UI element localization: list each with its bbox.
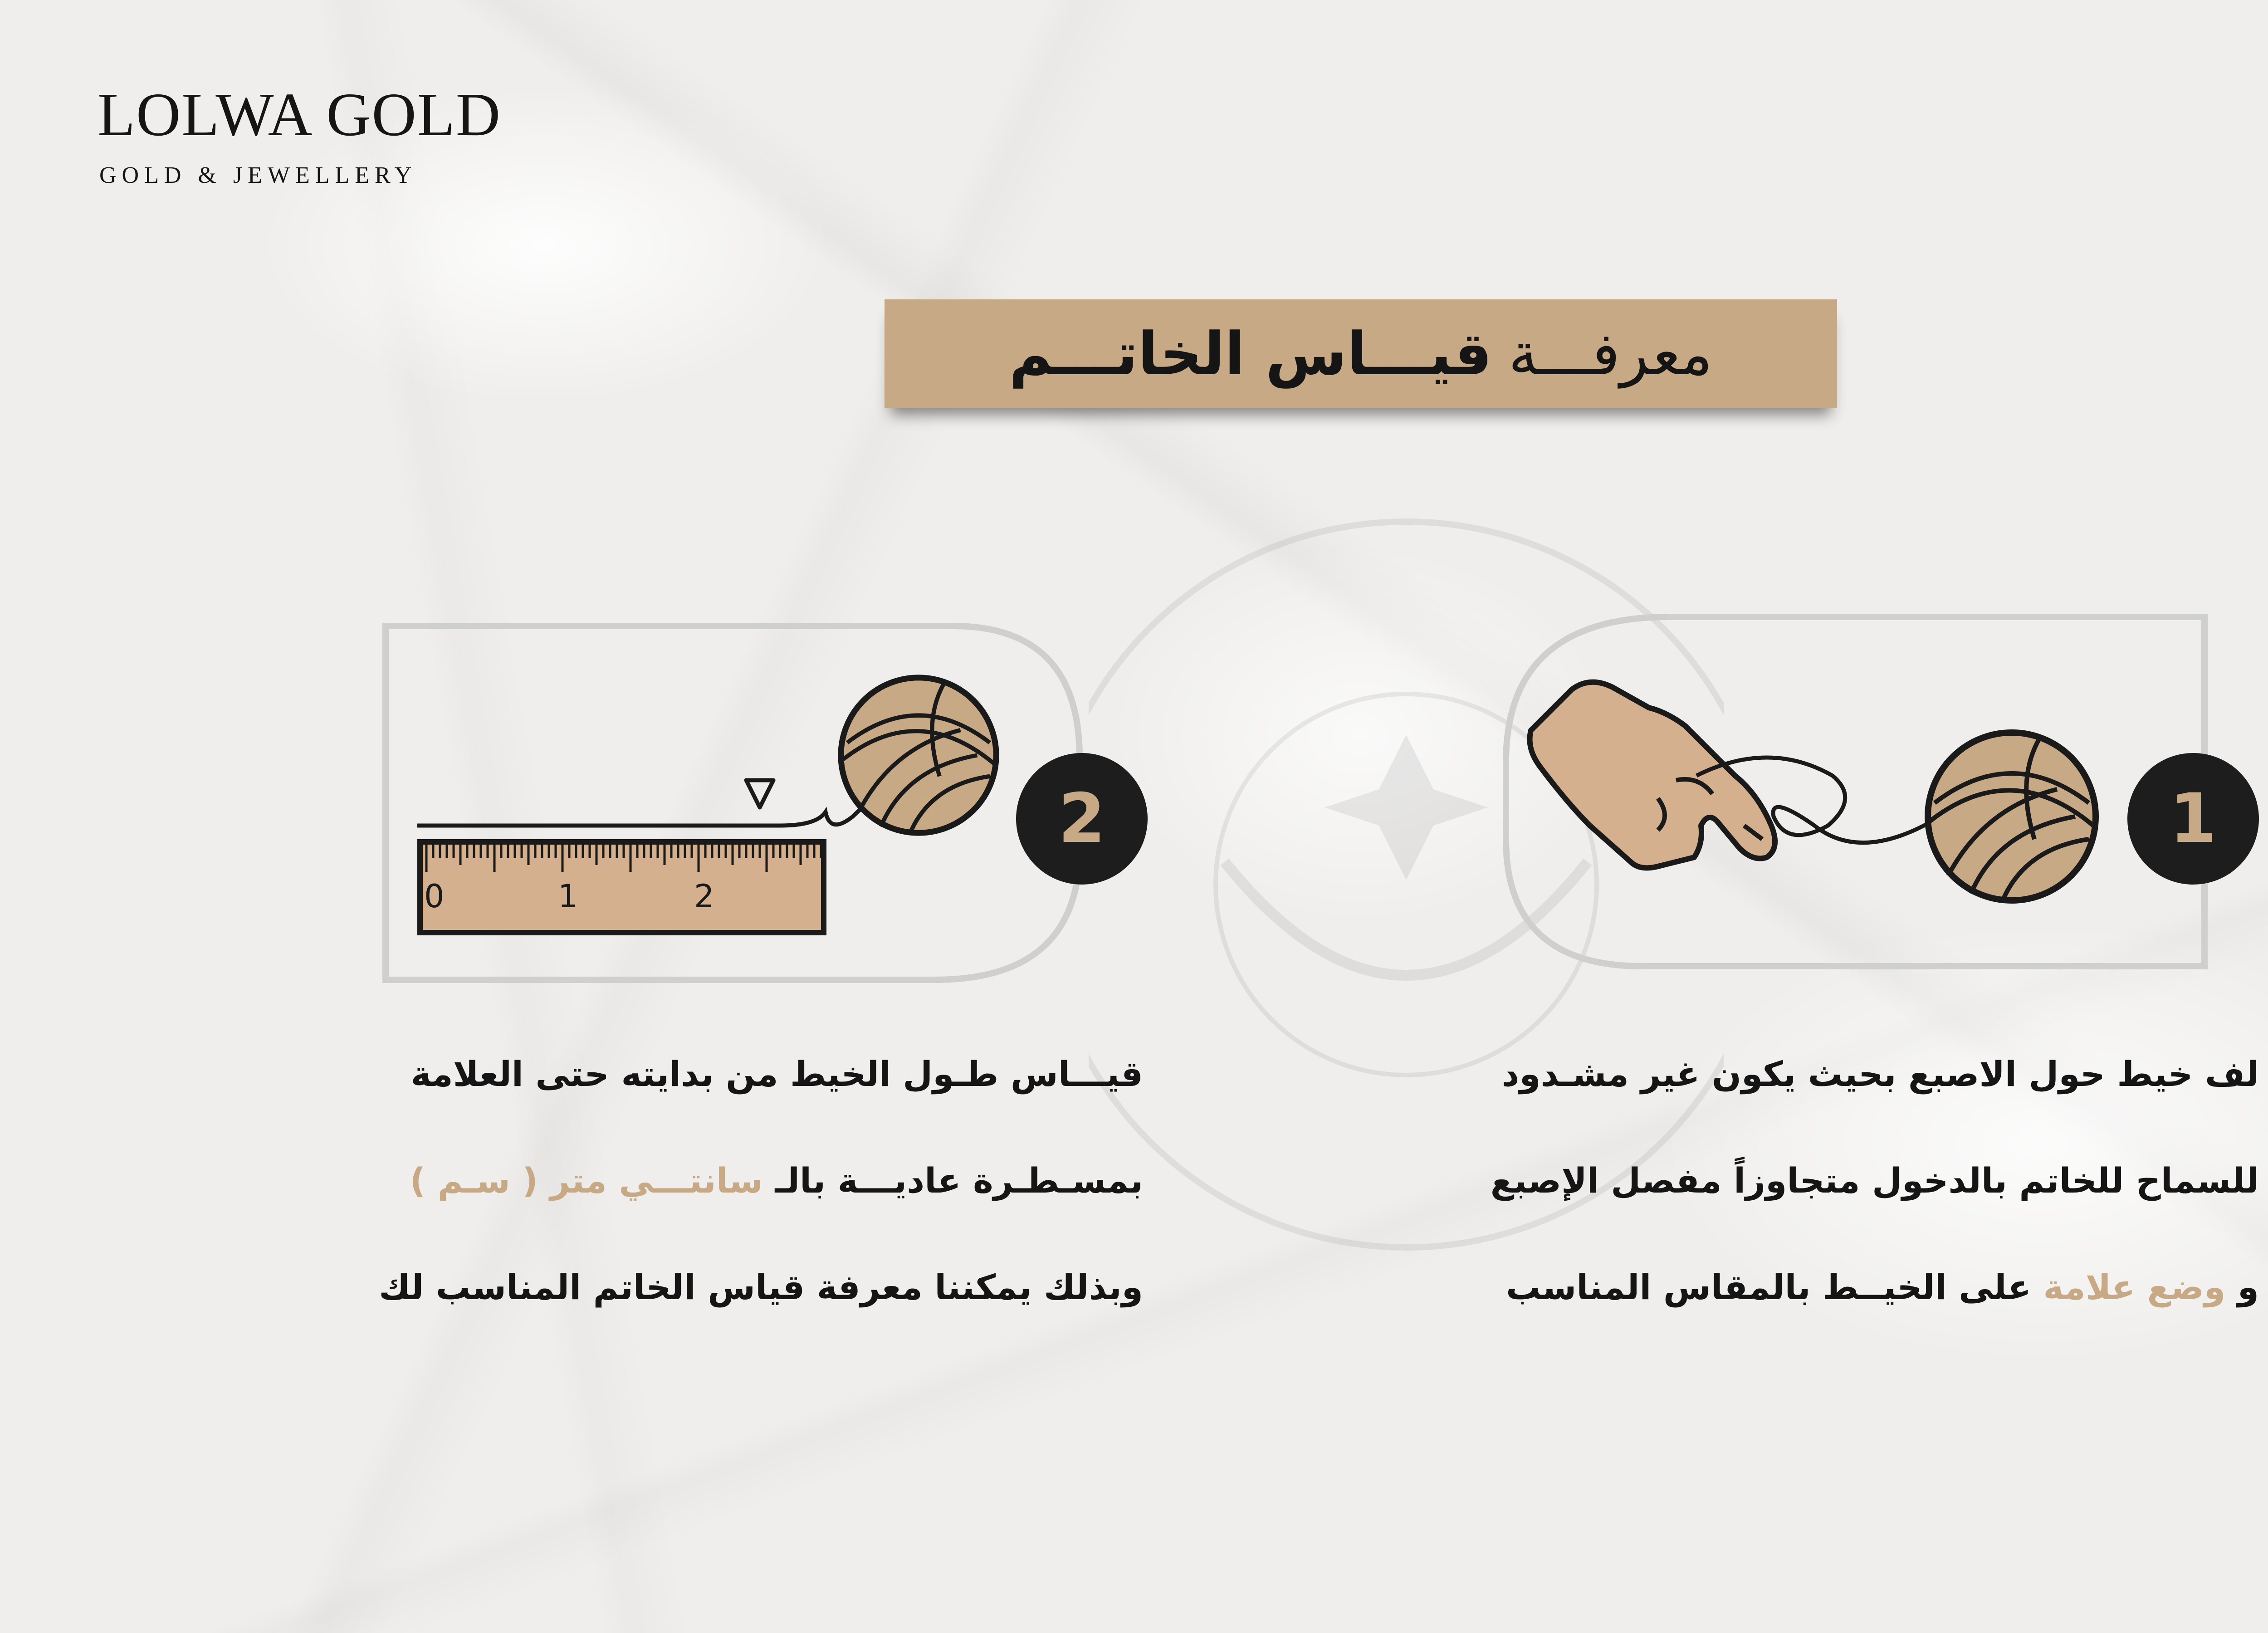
ruler-label-0: 0 xyxy=(424,878,445,915)
ruler-icon xyxy=(417,839,853,944)
title-light: معرفـــة xyxy=(1508,319,1713,388)
step-2-description xyxy=(272,1054,1143,1329)
step-1-description xyxy=(1361,1054,2259,1329)
yarn-ball-icon xyxy=(1921,726,2102,907)
step-1-line-3 xyxy=(1506,1267,2259,1307)
step-1-line-1: لف خيط حول الاصبع بحيث يكون غير مشـدود xyxy=(1501,1054,2259,1094)
yarn-ball-icon xyxy=(835,671,1002,839)
step-2-line-2-accent: سانتـــي متر ( سـم ) xyxy=(410,1160,763,1201)
title-bold: قيـــاس الخاتـــم xyxy=(1009,319,1492,388)
step-1-line-3-pre: و xyxy=(2237,1267,2259,1307)
marker-icon xyxy=(742,776,778,812)
brand-logo xyxy=(98,81,501,189)
step-2-line-1: قيـــاس طـول الخيط من بدايته حتى العلامة xyxy=(411,1054,1143,1094)
step-1-number: 1 xyxy=(2127,753,2259,885)
step-1-line-3-post: على الخيــط بالمقاس المناسب xyxy=(1506,1267,2031,1307)
step-2-line-2-pre: بمسـطـرة عاديـــة بالـ xyxy=(775,1160,1143,1201)
step-1-line-3-accent: وضع علامة xyxy=(2043,1267,2226,1307)
step-1-line-2: للسماح للخاتم بالدخول متجاوزاً مفصل الإصبع xyxy=(1490,1160,2259,1201)
step-2-line-2 xyxy=(410,1160,1143,1201)
step-2-number: 2 xyxy=(1016,753,1148,885)
ruler-label-1: 1 xyxy=(558,878,578,915)
brand-name: LOLWA GOLD xyxy=(98,81,501,149)
step-2-line-3: وبذلك يمكننا معرفة قياس الخاتم المناسب لك xyxy=(379,1267,1143,1307)
title-banner xyxy=(885,299,1837,408)
ruler-label-2: 2 xyxy=(694,878,714,915)
step-2-card xyxy=(381,621,1089,984)
brand-tagline: GOLD & JEWELLERY xyxy=(99,162,417,188)
